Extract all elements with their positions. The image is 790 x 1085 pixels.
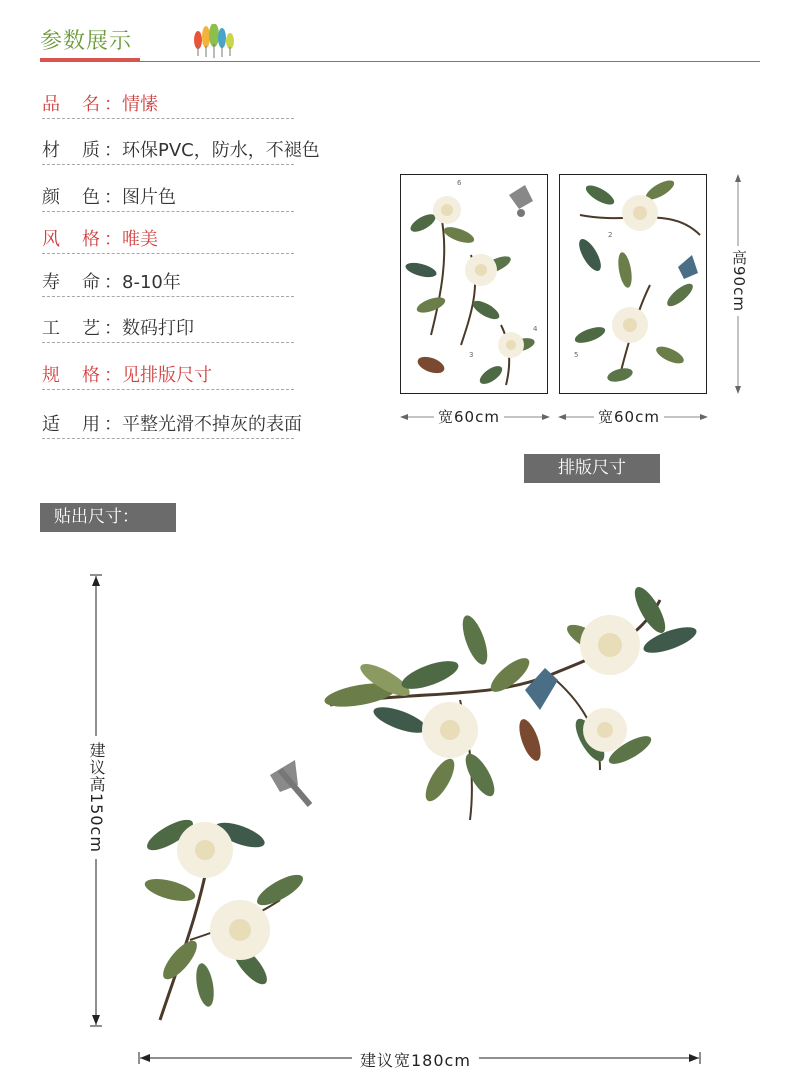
- spec-row-name: 品 名 ：情愫: [42, 92, 294, 119]
- panel-number: 3: [469, 351, 474, 359]
- panel-number: 4: [533, 325, 538, 333]
- magnolia-wall-decal-illustration: [130, 580, 710, 1030]
- height-label-applied: 建议高150cm: [84, 736, 108, 859]
- panel-number: 6: [457, 179, 462, 187]
- spec-row-size: 规 格 ：见排版尺寸: [42, 363, 294, 390]
- height-label-layout: 高90cm: [726, 246, 750, 316]
- spec-row-style: 风 格 ：唯美: [42, 227, 294, 254]
- layout-size-label: 排版尺寸: [524, 454, 660, 483]
- width-label-left: 宽60cm: [434, 406, 504, 427]
- section-title: 参数展示: [40, 29, 133, 54]
- magnolia-panel-right-illustration: [560, 175, 706, 393]
- spec-row-usage: 适 用 ：平整光滑不掉灰的表面: [42, 412, 294, 439]
- spec-row-color: 颜 色 ：图片色: [42, 185, 294, 212]
- panel-number: 5: [574, 351, 579, 359]
- layout-panel-right: [559, 174, 707, 394]
- width-label-applied: 建议宽180cm: [352, 1048, 479, 1071]
- layout-panel-left: [400, 174, 548, 394]
- panel-number: 2: [608, 231, 613, 239]
- header-divider: [40, 61, 760, 62]
- trees-icon: [192, 24, 238, 60]
- magnolia-panel-left-illustration: [401, 175, 547, 393]
- width-label-right: 宽60cm: [594, 406, 664, 427]
- spec-row-lifespan: 寿 命 ：8-10年: [42, 270, 294, 297]
- spec-row-craft: 工 艺 ：数码打印: [42, 316, 294, 343]
- spec-row-material: 材 质 ：环保PVC，防水，不褪色: [42, 138, 294, 165]
- applied-size-label: 贴出尺寸：: [40, 503, 176, 532]
